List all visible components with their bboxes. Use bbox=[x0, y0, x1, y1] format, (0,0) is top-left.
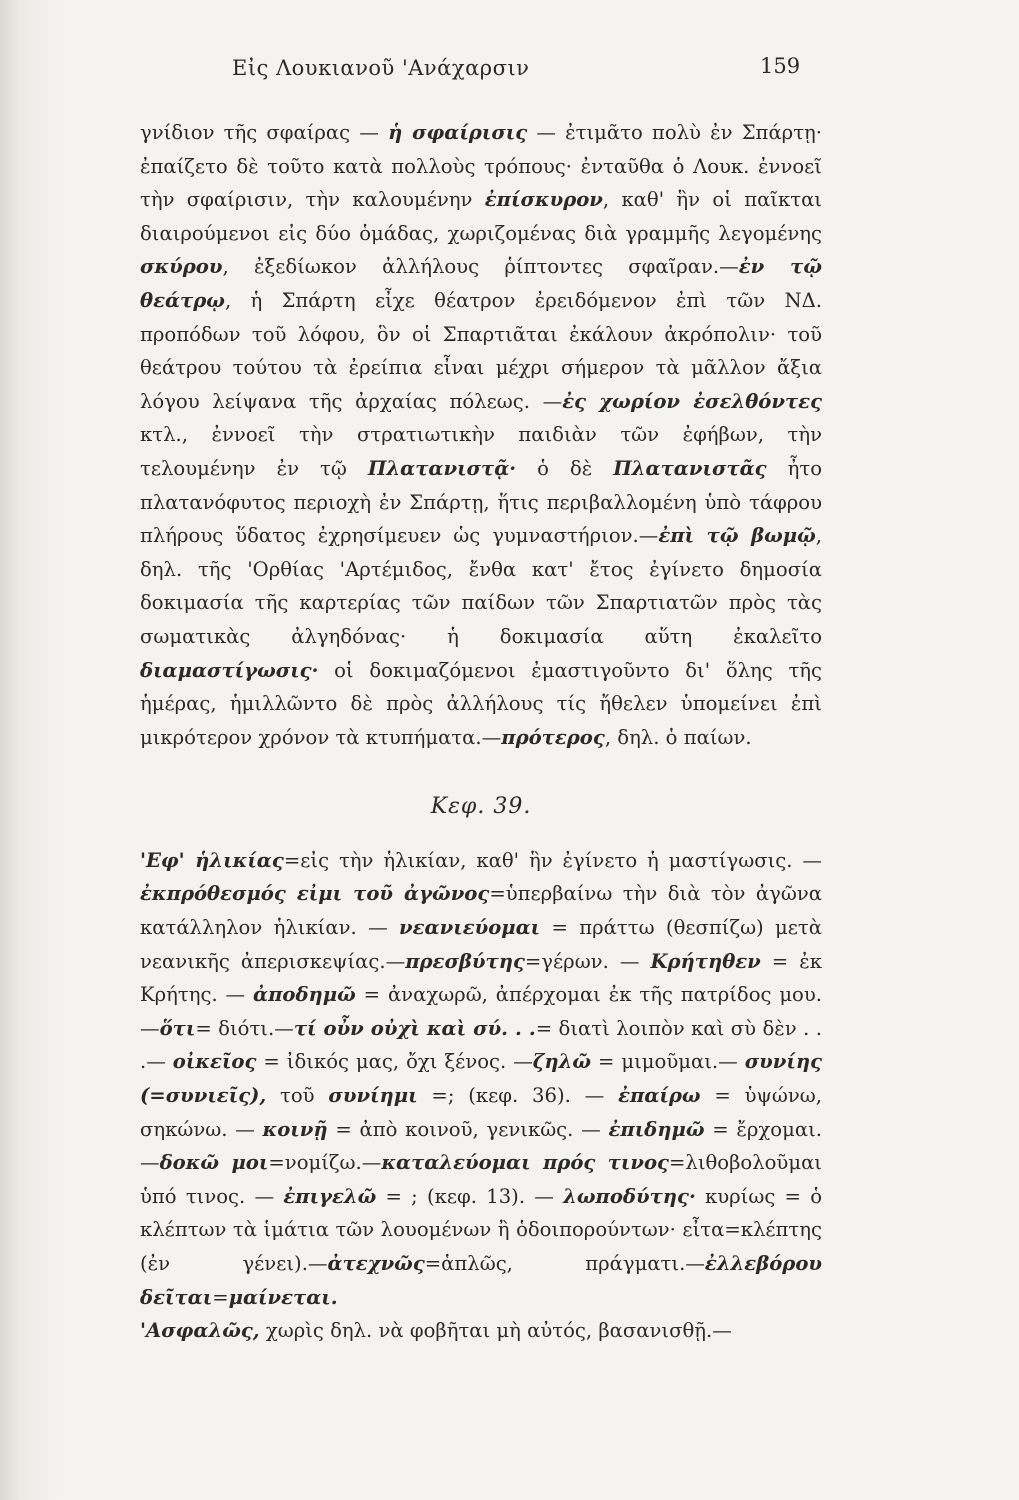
text-span: , δηλ. τῆς 'Ορθίας 'Αρτέμιδος, ἔνθα κατ' ἔτος ἐγίνετο δημοσία δοκιμασία τῆς καρτερίας τῶν παίδων τῶν Σπαρτιατῶν πρὸς τὰς σωματικὰς ἀλγηδόνας· ἡ δοκιμασία αὕτη ἐκαλεῖτο bbox=[140, 524, 822, 648]
lemma: ἐπὶ τῷ βωμῷ bbox=[658, 524, 816, 548]
lemma: ἐπίσκυρον bbox=[484, 188, 603, 212]
text-span: , καθ' ἣν οἱ παῖκται διαιρούμενοι εἰς δύο ὁμάδας, χωριζομένας διὰ γραμμῆς λεγομένης bbox=[140, 188, 822, 245]
lemma: συνίημι bbox=[328, 1084, 418, 1108]
lemma: ἐπιγελῶ bbox=[283, 1184, 377, 1208]
lemma: ὅτι bbox=[159, 1016, 196, 1040]
text-span: =; (κεφ. 36). — bbox=[417, 1084, 619, 1108]
lemma: ἀτεχνῶς bbox=[327, 1252, 425, 1275]
lemma: ἀποδημῶ bbox=[253, 983, 356, 1007]
text-span: χωρὶς δηλ. νὰ φοβῆται μὴ αὐτός, βασανισθῇ.— bbox=[259, 1319, 732, 1343]
lemma: συνίης (=συνιεῖς), bbox=[140, 1050, 822, 1108]
lemma: ἡ σφαίρισις bbox=[388, 121, 528, 144]
lemma: ἐπιδημῶ bbox=[608, 1117, 705, 1141]
lemma: ἐν τῷ θεάτρῳ bbox=[140, 255, 822, 312]
lemma: 'Ασφαλῶς, bbox=[140, 1319, 260, 1343]
lemma: νεανιεύομαι bbox=[399, 916, 541, 940]
text-span: = ἀναχωρῶ, ἀπέρχομαι ἐκ τῆς πατρίδος μου.— bbox=[140, 983, 822, 1040]
text-span: =λιθοβολοῦμαι ὑπό τινος. — bbox=[140, 1151, 822, 1208]
text-span: =ὑπερβαίνω τὴν διὰ τὸν ἀγῶνα κατάλληλον ἡλικίαν. — bbox=[140, 882, 822, 940]
text-span: = ; (κεφ. 13). — bbox=[376, 1184, 564, 1208]
lemma: πρεσβύτης bbox=[405, 949, 525, 973]
text-span: = πράττω (θεσπίζω) μετὰ νεανικῆς ἀπερισκεψίας.— bbox=[140, 916, 822, 973]
text-span: = bbox=[212, 1285, 229, 1309]
lemma: ἐπαίρω bbox=[618, 1084, 701, 1108]
commentary-paragraph-1 bbox=[140, 116, 822, 754]
chapter-heading: Κεφ. 39. bbox=[430, 794, 532, 820]
text-span: γνίδιον τῆς σφαίρας — bbox=[140, 121, 389, 144]
text-span: = μιμοῦμαι.— bbox=[591, 1050, 745, 1074]
text-span: =γέρων. — bbox=[524, 949, 651, 973]
text-span: =ἁπλῶς, πράγματι.— bbox=[424, 1252, 705, 1275]
text-span: , ἐξεδίωκον ἀλλήλους ῥίπτοντες σφαῖραν.— bbox=[222, 255, 739, 279]
text-span: , ἡ Σπάρτη εἶχε θέατρον ἐρειδόμενον ἐπὶ τῶν ΝΔ. προπόδων τοῦ λόφου, ὃν οἱ Σπαρτιᾶται ἐκάλουν ἀκρόπολιν· τοῦ θεάτρου τούτου τὰ ἐρείπια εἶναι μέχρι σήμερον τὰ μᾶλλον ἄξια λόγου λείψανα τῆς ἀρχαίας πόλεως. — bbox=[140, 288, 822, 413]
text-span: =νομίζω.— bbox=[268, 1151, 382, 1175]
text-span: κτλ., ἐννοεῖ τὴν στρατιωτικὴν παιδιὰν τῶν ἐφήβων, τὴν τελουμένην ἐν τῷ bbox=[140, 423, 822, 480]
text-span: , δηλ. ὁ παίων. bbox=[604, 725, 752, 749]
running-title: Εἰς Λουκιανοῦ 'Ανάχαρσιν bbox=[232, 56, 530, 80]
text-span: = ἰδικός μας, ὄχι ξένος. — bbox=[256, 1050, 533, 1074]
text-span: κυρίως = ὁ κλέπτων τὰ ἱμάτια τῶν λουομένων ἢ ὁδοιπορούντων· εἶτα=κλέπτης (ἐν γένει).— bbox=[140, 1184, 822, 1275]
lemma: μαίνεται. bbox=[228, 1285, 338, 1309]
page-body bbox=[140, 116, 822, 1348]
text-span: τοῦ bbox=[266, 1084, 329, 1108]
text-span: = ἐκ Κρήτης. — bbox=[140, 949, 822, 1007]
lemma: οἰκεῖος bbox=[172, 1050, 257, 1074]
lemma: πρότερος bbox=[501, 725, 605, 749]
text-span: = ὑψώνω, σηκώνω. — bbox=[140, 1084, 822, 1141]
lemma: καταλεύομαι πρός τινος bbox=[381, 1151, 669, 1175]
lemma: σκύρου bbox=[140, 255, 223, 279]
text-span: — ἐτιμᾶτο πολὺ ἐν Σπάρτῃ· ἐπαίζετο δὲ τοῦτο κατὰ πολλοὺς τρόπους· ἐνταῦθα ὁ Λουκ. ἐννοεῖ τὴν σφαίρισιν, τὴν καλουμένην bbox=[140, 121, 822, 212]
page-header bbox=[0, 50, 1019, 90]
lemma: λωποδύτης· bbox=[563, 1184, 696, 1208]
commentary-paragraph-3 bbox=[140, 1314, 822, 1348]
text-span: = ἀπὸ κοινοῦ, γενικῶς. — bbox=[327, 1117, 609, 1141]
lemma: ἐς χωρίον ἐσελθόντες bbox=[562, 389, 822, 413]
page-number: 159 bbox=[760, 54, 801, 78]
lemma: δοκῶ μοι bbox=[159, 1151, 269, 1175]
lemma: διαμαστίγωσις· bbox=[140, 658, 319, 682]
lemma: 'Εφ' ἡλικίας bbox=[140, 848, 284, 872]
text-span: = διότι.— bbox=[195, 1016, 294, 1040]
text-span: ὁ δὲ bbox=[516, 456, 614, 480]
lemma: Πλατανιστᾷ· bbox=[367, 456, 517, 480]
lemma: Κρήτηθεν bbox=[650, 949, 761, 973]
text-span: οἱ δοκιμαζόμενοι ἐμαστιγοῦντο δι' ὅλης τῆς ἡμέρας, ἡμιλλῶντο δὲ πρὸς ἀλλήλους τίς ἤθελεν ὑπομείνει ἐπὶ μικρότερον χρόνον τὰ κτυπήματα.— bbox=[140, 658, 822, 749]
text-span: = ἔρχομαι.— bbox=[140, 1117, 822, 1175]
lemma: ἐκπρόθεσμός εἰμι τοῦ ἀγῶνος bbox=[140, 882, 490, 906]
commentary-paragraph-2 bbox=[140, 844, 822, 1314]
lemma: τί οὖν οὐχὶ καὶ σύ. . . bbox=[293, 1016, 536, 1040]
text-span: ἦτο πλατανόφυτος περιοχὴ ἐν Σπάρτῃ, ἥτις περιβαλλομένη ὑπὸ τάφρου πλήρους ὕδατος ἐχρησίμευεν ὡς γυμναστήριον.— bbox=[140, 456, 822, 548]
text-span: = διατὶ λοιπὸν καὶ σὺ δὲν . . .— bbox=[140, 1016, 823, 1074]
lemma: ζηλῶ bbox=[532, 1050, 592, 1074]
lemma: κοινῇ bbox=[262, 1117, 328, 1141]
lemma: ἐλλεβόρου δεῖται bbox=[140, 1252, 822, 1309]
lemma: Πλατανιστᾶς bbox=[613, 456, 767, 480]
text-span: =εἰς τὴν ἡλικίαν, καθ' ἣν ἐγίνετο ἡ μαστίγωσις. — bbox=[283, 848, 822, 872]
